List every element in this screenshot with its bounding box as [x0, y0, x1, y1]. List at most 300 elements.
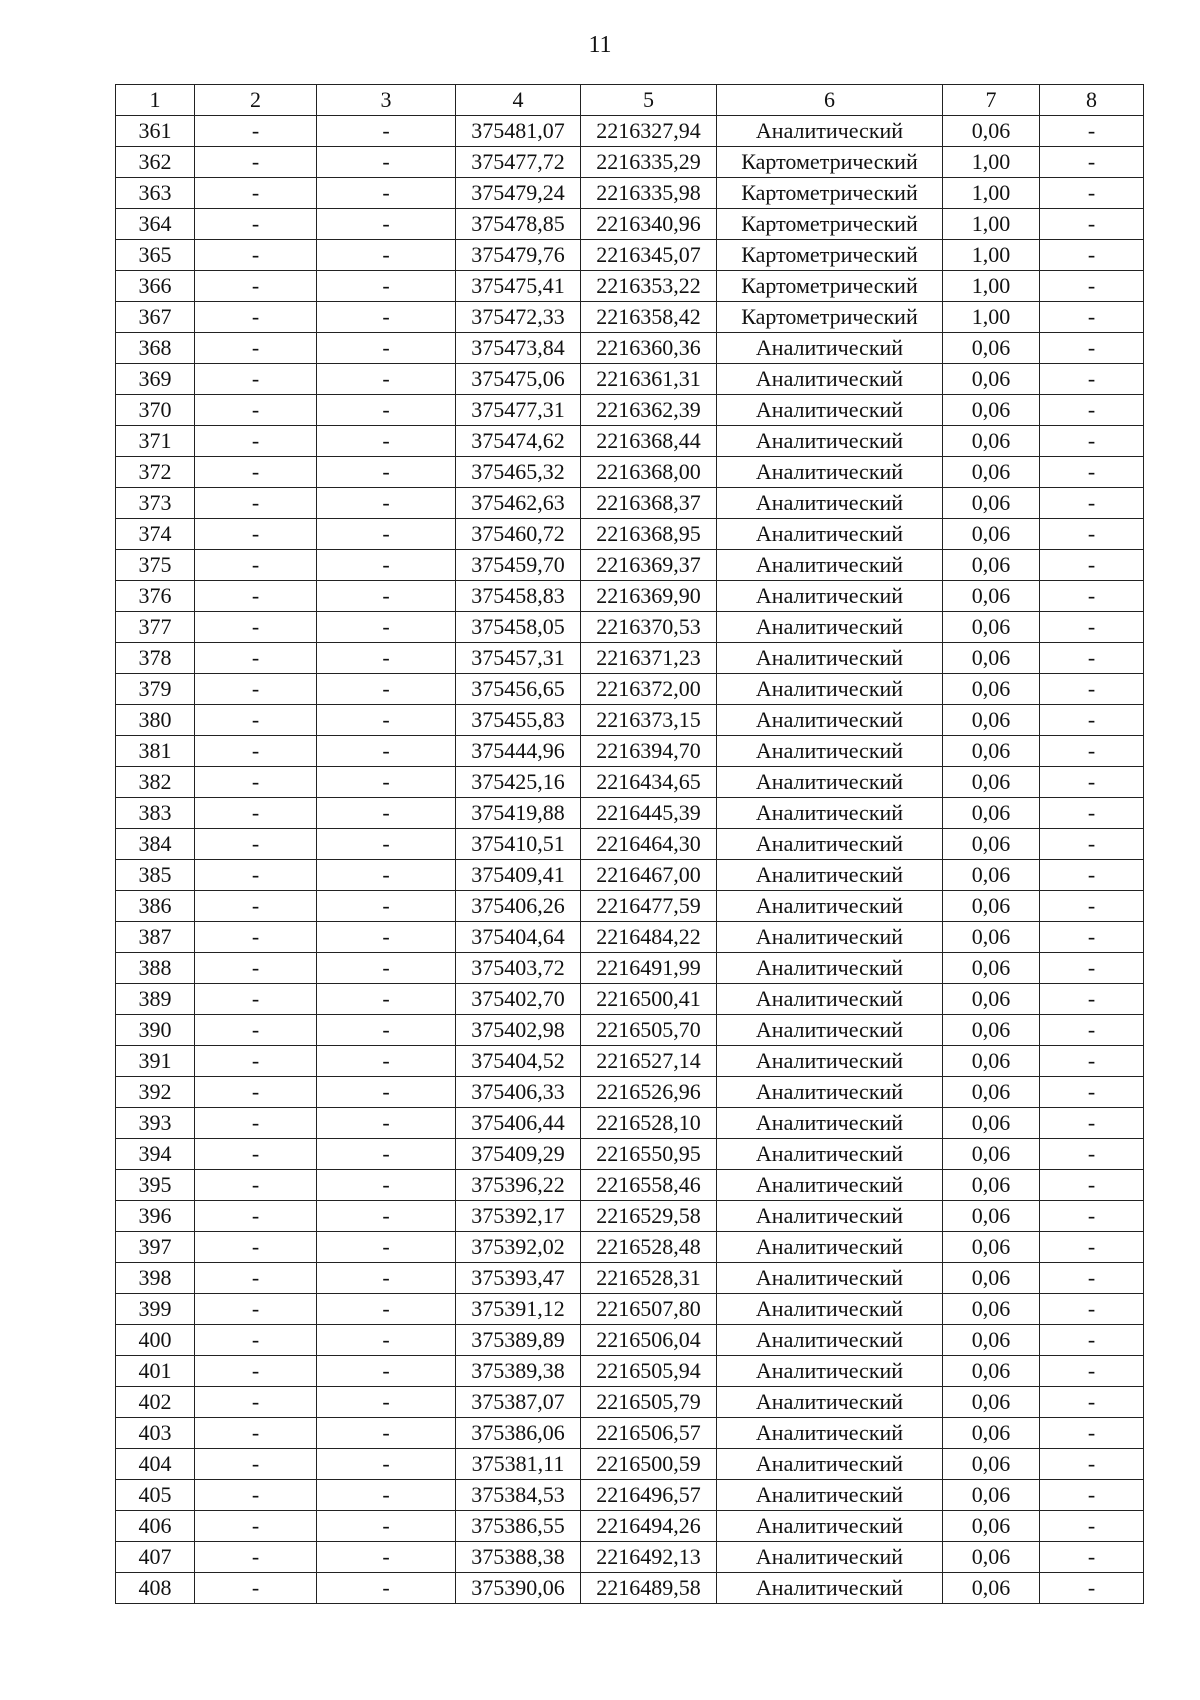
method-cell: Аналитический	[717, 1015, 943, 1046]
coord-x-cell: 375465,32	[456, 457, 581, 488]
point-number-cell: 365	[116, 240, 195, 271]
accuracy-cell: 0,06	[943, 581, 1040, 612]
col-8-cell: -	[1040, 953, 1144, 984]
point-number-cell: 377	[116, 612, 195, 643]
col-8-cell: -	[1040, 1201, 1144, 1232]
point-number-cell: 398	[116, 1263, 195, 1294]
col-3-cell: -	[317, 147, 456, 178]
col-3-cell: -	[317, 798, 456, 829]
col-8-cell: -	[1040, 1387, 1144, 1418]
table-row	[116, 953, 1144, 984]
table-row	[116, 1511, 1144, 1542]
col-8-cell: -	[1040, 209, 1144, 240]
col-3-cell: -	[317, 674, 456, 705]
coord-y-cell: 2216327,94	[581, 116, 717, 147]
point-number-cell: 367	[116, 302, 195, 333]
point-number-cell: 406	[116, 1511, 195, 1542]
method-cell: Аналитический	[717, 1108, 943, 1139]
col-8-cell: -	[1040, 674, 1144, 705]
table-row	[116, 550, 1144, 581]
col-3-cell: -	[317, 1170, 456, 1201]
coord-x-cell: 375386,55	[456, 1511, 581, 1542]
col-3-cell: -	[317, 705, 456, 736]
accuracy-cell: 0,06	[943, 457, 1040, 488]
col-2-cell: -	[195, 1387, 317, 1418]
point-number-cell: 379	[116, 674, 195, 705]
coord-x-cell: 375409,29	[456, 1139, 581, 1170]
coord-y-cell: 2216496,57	[581, 1480, 717, 1511]
coord-y-cell: 2216492,13	[581, 1542, 717, 1573]
table-row	[116, 612, 1144, 643]
accuracy-cell: 1,00	[943, 178, 1040, 209]
col-3-cell: -	[317, 860, 456, 891]
coordinates-table	[115, 84, 1144, 1604]
accuracy-cell: 1,00	[943, 209, 1040, 240]
coord-y-cell: 2216362,39	[581, 395, 717, 426]
col-2-cell: -	[195, 1139, 317, 1170]
coord-x-cell: 375406,33	[456, 1077, 581, 1108]
col-8-cell: -	[1040, 798, 1144, 829]
method-cell: Аналитический	[717, 1511, 943, 1542]
coord-x-cell: 375479,24	[456, 178, 581, 209]
point-number-cell: 388	[116, 953, 195, 984]
col-8-cell: -	[1040, 1294, 1144, 1325]
coord-x-cell: 375456,65	[456, 674, 581, 705]
method-cell: Аналитический	[717, 1232, 943, 1263]
col-3-cell: -	[317, 116, 456, 147]
coord-x-cell: 375389,89	[456, 1325, 581, 1356]
coord-y-cell: 2216368,00	[581, 457, 717, 488]
point-number-cell: 394	[116, 1139, 195, 1170]
table-row	[116, 1542, 1144, 1573]
col-8-cell: -	[1040, 1573, 1144, 1604]
point-number-cell: 383	[116, 798, 195, 829]
method-cell: Аналитический	[717, 891, 943, 922]
coord-x-cell: 375481,07	[456, 116, 581, 147]
coord-y-cell: 2216550,95	[581, 1139, 717, 1170]
coord-y-cell: 2216491,99	[581, 953, 717, 984]
coord-y-cell: 2216489,58	[581, 1573, 717, 1604]
col-8-cell: -	[1040, 1077, 1144, 1108]
point-number-cell: 403	[116, 1418, 195, 1449]
coord-y-cell: 2216528,48	[581, 1232, 717, 1263]
table-row	[116, 1387, 1144, 1418]
column-header-3: 3	[317, 85, 456, 116]
method-cell: Аналитический	[717, 1201, 943, 1232]
table-row	[116, 860, 1144, 891]
coord-x-cell: 375425,16	[456, 767, 581, 798]
coord-x-cell: 375475,41	[456, 271, 581, 302]
coord-y-cell: 2216527,14	[581, 1046, 717, 1077]
method-cell: Аналитический	[717, 860, 943, 891]
accuracy-cell: 0,06	[943, 1387, 1040, 1418]
accuracy-cell: 0,06	[943, 1046, 1040, 1077]
method-cell: Аналитический	[717, 1480, 943, 1511]
accuracy-cell: 0,06	[943, 1573, 1040, 1604]
table-row	[116, 240, 1144, 271]
col-3-cell: -	[317, 1325, 456, 1356]
header-row	[116, 85, 1144, 116]
method-cell: Картометрический	[717, 271, 943, 302]
col-8-cell: -	[1040, 767, 1144, 798]
point-number-cell: 371	[116, 426, 195, 457]
table-row	[116, 426, 1144, 457]
col-8-cell: -	[1040, 364, 1144, 395]
table-row	[116, 1573, 1144, 1604]
method-cell: Картометрический	[717, 302, 943, 333]
col-2-cell: -	[195, 1573, 317, 1604]
coord-y-cell: 2216500,59	[581, 1449, 717, 1480]
coord-y-cell: 2216494,26	[581, 1511, 717, 1542]
table-row	[116, 643, 1144, 674]
col-2-cell: -	[195, 612, 317, 643]
col-2-cell: -	[195, 705, 317, 736]
col-3-cell: -	[317, 550, 456, 581]
col-3-cell: -	[317, 395, 456, 426]
table-row	[116, 1356, 1144, 1387]
table-row	[116, 891, 1144, 922]
method-cell: Аналитический	[717, 426, 943, 457]
col-8-cell: -	[1040, 1418, 1144, 1449]
col-8-cell: -	[1040, 891, 1144, 922]
accuracy-cell: 0,06	[943, 798, 1040, 829]
table-row	[116, 271, 1144, 302]
coord-y-cell: 2216529,58	[581, 1201, 717, 1232]
accuracy-cell: 0,06	[943, 860, 1040, 891]
coord-x-cell: 375459,70	[456, 550, 581, 581]
table-row	[116, 1480, 1144, 1511]
col-8-cell: -	[1040, 550, 1144, 581]
coord-y-cell: 2216445,39	[581, 798, 717, 829]
method-cell: Аналитический	[717, 1139, 943, 1170]
col-3-cell: -	[317, 240, 456, 271]
coord-x-cell: 375474,62	[456, 426, 581, 457]
accuracy-cell: 0,06	[943, 1325, 1040, 1356]
col-2-cell: -	[195, 984, 317, 1015]
coord-x-cell: 375388,38	[456, 1542, 581, 1573]
table-row	[116, 1139, 1144, 1170]
method-cell: Аналитический	[717, 674, 943, 705]
coord-y-cell: 2216372,00	[581, 674, 717, 705]
point-number-cell: 408	[116, 1573, 195, 1604]
col-2-cell: -	[195, 240, 317, 271]
table-row	[116, 767, 1144, 798]
col-3-cell: -	[317, 581, 456, 612]
col-3-cell: -	[317, 1108, 456, 1139]
col-2-cell: -	[195, 457, 317, 488]
accuracy-cell: 0,06	[943, 333, 1040, 364]
col-3-cell: -	[317, 209, 456, 240]
col-2-cell: -	[195, 1201, 317, 1232]
point-number-cell: 391	[116, 1046, 195, 1077]
point-number-cell: 387	[116, 922, 195, 953]
col-2-cell: -	[195, 674, 317, 705]
col-8-cell: -	[1040, 519, 1144, 550]
method-cell: Аналитический	[717, 1294, 943, 1325]
table-header	[116, 85, 1144, 116]
col-2-cell: -	[195, 1480, 317, 1511]
accuracy-cell: 1,00	[943, 271, 1040, 302]
col-3-cell: -	[317, 1511, 456, 1542]
coord-x-cell: 375403,72	[456, 953, 581, 984]
coord-x-cell: 375410,51	[456, 829, 581, 860]
col-3-cell: -	[317, 1418, 456, 1449]
table-row	[116, 581, 1144, 612]
col-8-cell: -	[1040, 1046, 1144, 1077]
col-3-cell: -	[317, 736, 456, 767]
coord-y-cell: 2216558,46	[581, 1170, 717, 1201]
col-8-cell: -	[1040, 147, 1144, 178]
table-row	[116, 1046, 1144, 1077]
coord-x-cell: 375391,12	[456, 1294, 581, 1325]
coord-y-cell: 2216369,90	[581, 581, 717, 612]
method-cell: Аналитический	[717, 1449, 943, 1480]
col-2-cell: -	[195, 643, 317, 674]
col-8-cell: -	[1040, 1356, 1144, 1387]
col-3-cell: -	[317, 1449, 456, 1480]
coord-y-cell: 2216368,44	[581, 426, 717, 457]
point-number-cell: 361	[116, 116, 195, 147]
table-row	[116, 395, 1144, 426]
coord-x-cell: 375444,96	[456, 736, 581, 767]
coord-x-cell: 375381,11	[456, 1449, 581, 1480]
coord-x-cell: 375478,85	[456, 209, 581, 240]
col-3-cell: -	[317, 984, 456, 1015]
col-2-cell: -	[195, 488, 317, 519]
coord-y-cell: 2216434,65	[581, 767, 717, 798]
table-row	[116, 488, 1144, 519]
point-number-cell: 373	[116, 488, 195, 519]
accuracy-cell: 0,06	[943, 1356, 1040, 1387]
col-8-cell: -	[1040, 302, 1144, 333]
accuracy-cell: 0,06	[943, 767, 1040, 798]
method-cell: Аналитический	[717, 457, 943, 488]
table-row	[116, 178, 1144, 209]
column-header-8: 8	[1040, 85, 1144, 116]
coord-x-cell: 375419,88	[456, 798, 581, 829]
method-cell: Картометрический	[717, 240, 943, 271]
col-3-cell: -	[317, 922, 456, 953]
col-2-cell: -	[195, 333, 317, 364]
col-2-cell: -	[195, 1077, 317, 1108]
col-2-cell: -	[195, 891, 317, 922]
method-cell: Аналитический	[717, 1325, 943, 1356]
coord-x-cell: 375389,38	[456, 1356, 581, 1387]
point-number-cell: 376	[116, 581, 195, 612]
point-number-cell: 399	[116, 1294, 195, 1325]
col-8-cell: -	[1040, 271, 1144, 302]
col-8-cell: -	[1040, 1542, 1144, 1573]
coord-y-cell: 2216507,80	[581, 1294, 717, 1325]
col-2-cell: -	[195, 829, 317, 860]
coord-y-cell: 2216467,00	[581, 860, 717, 891]
coord-y-cell: 2216335,29	[581, 147, 717, 178]
coord-x-cell: 375384,53	[456, 1480, 581, 1511]
col-3-cell: -	[317, 333, 456, 364]
col-3-cell: -	[317, 1077, 456, 1108]
method-cell: Картометрический	[717, 209, 943, 240]
col-3-cell: -	[317, 1573, 456, 1604]
point-number-cell: 372	[116, 457, 195, 488]
method-cell: Аналитический	[717, 1356, 943, 1387]
accuracy-cell: 0,06	[943, 891, 1040, 922]
coord-x-cell: 375404,64	[456, 922, 581, 953]
col-3-cell: -	[317, 271, 456, 302]
col-2-cell: -	[195, 1294, 317, 1325]
coord-x-cell: 375402,70	[456, 984, 581, 1015]
accuracy-cell: 0,06	[943, 1015, 1040, 1046]
col-2-cell: -	[195, 209, 317, 240]
coord-x-cell: 375390,06	[456, 1573, 581, 1604]
method-cell: Аналитический	[717, 705, 943, 736]
col-2-cell: -	[195, 860, 317, 891]
table-row	[116, 1325, 1144, 1356]
coord-x-cell: 375387,07	[456, 1387, 581, 1418]
table-row	[116, 1418, 1144, 1449]
method-cell: Аналитический	[717, 736, 943, 767]
col-2-cell: -	[195, 1449, 317, 1480]
method-cell: Аналитический	[717, 116, 943, 147]
table-row	[116, 798, 1144, 829]
point-number-cell: 390	[116, 1015, 195, 1046]
table-row	[116, 1263, 1144, 1294]
table-row	[116, 147, 1144, 178]
coord-x-cell: 375458,83	[456, 581, 581, 612]
coord-y-cell: 2216340,96	[581, 209, 717, 240]
coord-y-cell: 2216371,23	[581, 643, 717, 674]
point-number-cell: 401	[116, 1356, 195, 1387]
col-3-cell: -	[317, 426, 456, 457]
col-3-cell: -	[317, 1046, 456, 1077]
coord-x-cell: 375460,72	[456, 519, 581, 550]
coord-y-cell: 2216368,37	[581, 488, 717, 519]
table-row	[116, 1294, 1144, 1325]
col-2-cell: -	[195, 1263, 317, 1294]
method-cell: Аналитический	[717, 1387, 943, 1418]
col-3-cell: -	[317, 953, 456, 984]
accuracy-cell: 0,06	[943, 736, 1040, 767]
col-8-cell: -	[1040, 457, 1144, 488]
col-3-cell: -	[317, 829, 456, 860]
coord-y-cell: 2216528,10	[581, 1108, 717, 1139]
col-8-cell: -	[1040, 922, 1144, 953]
accuracy-cell: 0,06	[943, 1139, 1040, 1170]
column-header-2: 2	[195, 85, 317, 116]
col-8-cell: -	[1040, 1325, 1144, 1356]
table-row	[116, 364, 1144, 395]
point-number-cell: 404	[116, 1449, 195, 1480]
coord-y-cell: 2216368,95	[581, 519, 717, 550]
table-row	[116, 116, 1144, 147]
col-3-cell: -	[317, 612, 456, 643]
col-2-cell: -	[195, 147, 317, 178]
col-2-cell: -	[195, 116, 317, 147]
col-2-cell: -	[195, 581, 317, 612]
col-3-cell: -	[317, 1542, 456, 1573]
method-cell: Аналитический	[717, 1077, 943, 1108]
accuracy-cell: 0,06	[943, 829, 1040, 860]
col-8-cell: -	[1040, 1449, 1144, 1480]
col-3-cell: -	[317, 1294, 456, 1325]
accuracy-cell: 0,06	[943, 674, 1040, 705]
coord-x-cell: 375396,22	[456, 1170, 581, 1201]
accuracy-cell: 0,06	[943, 643, 1040, 674]
point-number-cell: 374	[116, 519, 195, 550]
accuracy-cell: 0,06	[943, 1077, 1040, 1108]
column-header-1: 1	[116, 85, 195, 116]
col-8-cell: -	[1040, 1108, 1144, 1139]
coord-y-cell: 2216528,31	[581, 1263, 717, 1294]
coord-x-cell: 375393,47	[456, 1263, 581, 1294]
col-8-cell: -	[1040, 1263, 1144, 1294]
accuracy-cell: 0,06	[943, 1511, 1040, 1542]
col-8-cell: -	[1040, 1015, 1144, 1046]
col-8-cell: -	[1040, 705, 1144, 736]
col-2-cell: -	[195, 364, 317, 395]
col-8-cell: -	[1040, 488, 1144, 519]
col-8-cell: -	[1040, 240, 1144, 271]
point-number-cell: 384	[116, 829, 195, 860]
col-2-cell: -	[195, 1325, 317, 1356]
col-2-cell: -	[195, 1356, 317, 1387]
col-2-cell: -	[195, 953, 317, 984]
col-3-cell: -	[317, 1201, 456, 1232]
point-number-cell: 400	[116, 1325, 195, 1356]
coord-y-cell: 2216505,94	[581, 1356, 717, 1387]
accuracy-cell: 0,06	[943, 984, 1040, 1015]
point-number-cell: 405	[116, 1480, 195, 1511]
col-2-cell: -	[195, 426, 317, 457]
col-3-cell: -	[317, 1356, 456, 1387]
point-number-cell: 392	[116, 1077, 195, 1108]
col-3-cell: -	[317, 767, 456, 798]
point-number-cell: 385	[116, 860, 195, 891]
coord-y-cell: 2216394,70	[581, 736, 717, 767]
accuracy-cell: 0,06	[943, 922, 1040, 953]
table-row	[116, 209, 1144, 240]
table-row	[116, 984, 1144, 1015]
accuracy-cell: 0,06	[943, 1294, 1040, 1325]
accuracy-cell: 1,00	[943, 302, 1040, 333]
accuracy-cell: 0,06	[943, 1263, 1040, 1294]
coord-x-cell: 375477,72	[456, 147, 581, 178]
col-2-cell: -	[195, 302, 317, 333]
col-8-cell: -	[1040, 1232, 1144, 1263]
coord-y-cell: 2216369,37	[581, 550, 717, 581]
method-cell: Аналитический	[717, 395, 943, 426]
col-2-cell: -	[195, 178, 317, 209]
page-number: 11	[588, 32, 612, 58]
method-cell: Аналитический	[717, 550, 943, 581]
point-number-cell: 393	[116, 1108, 195, 1139]
point-number-cell: 364	[116, 209, 195, 240]
method-cell: Аналитический	[717, 1170, 943, 1201]
col-2-cell: -	[195, 1542, 317, 1573]
point-number-cell: 370	[116, 395, 195, 426]
method-cell: Аналитический	[717, 643, 943, 674]
coord-x-cell: 375409,41	[456, 860, 581, 891]
accuracy-cell: 0,06	[943, 395, 1040, 426]
accuracy-cell: 0,06	[943, 1170, 1040, 1201]
col-8-cell: -	[1040, 643, 1144, 674]
coord-y-cell: 2216484,22	[581, 922, 717, 953]
col-2-cell: -	[195, 922, 317, 953]
method-cell: Аналитический	[717, 333, 943, 364]
coord-x-cell: 375406,26	[456, 891, 581, 922]
coord-y-cell: 2216361,31	[581, 364, 717, 395]
accuracy-cell: 0,06	[943, 705, 1040, 736]
col-3-cell: -	[317, 178, 456, 209]
